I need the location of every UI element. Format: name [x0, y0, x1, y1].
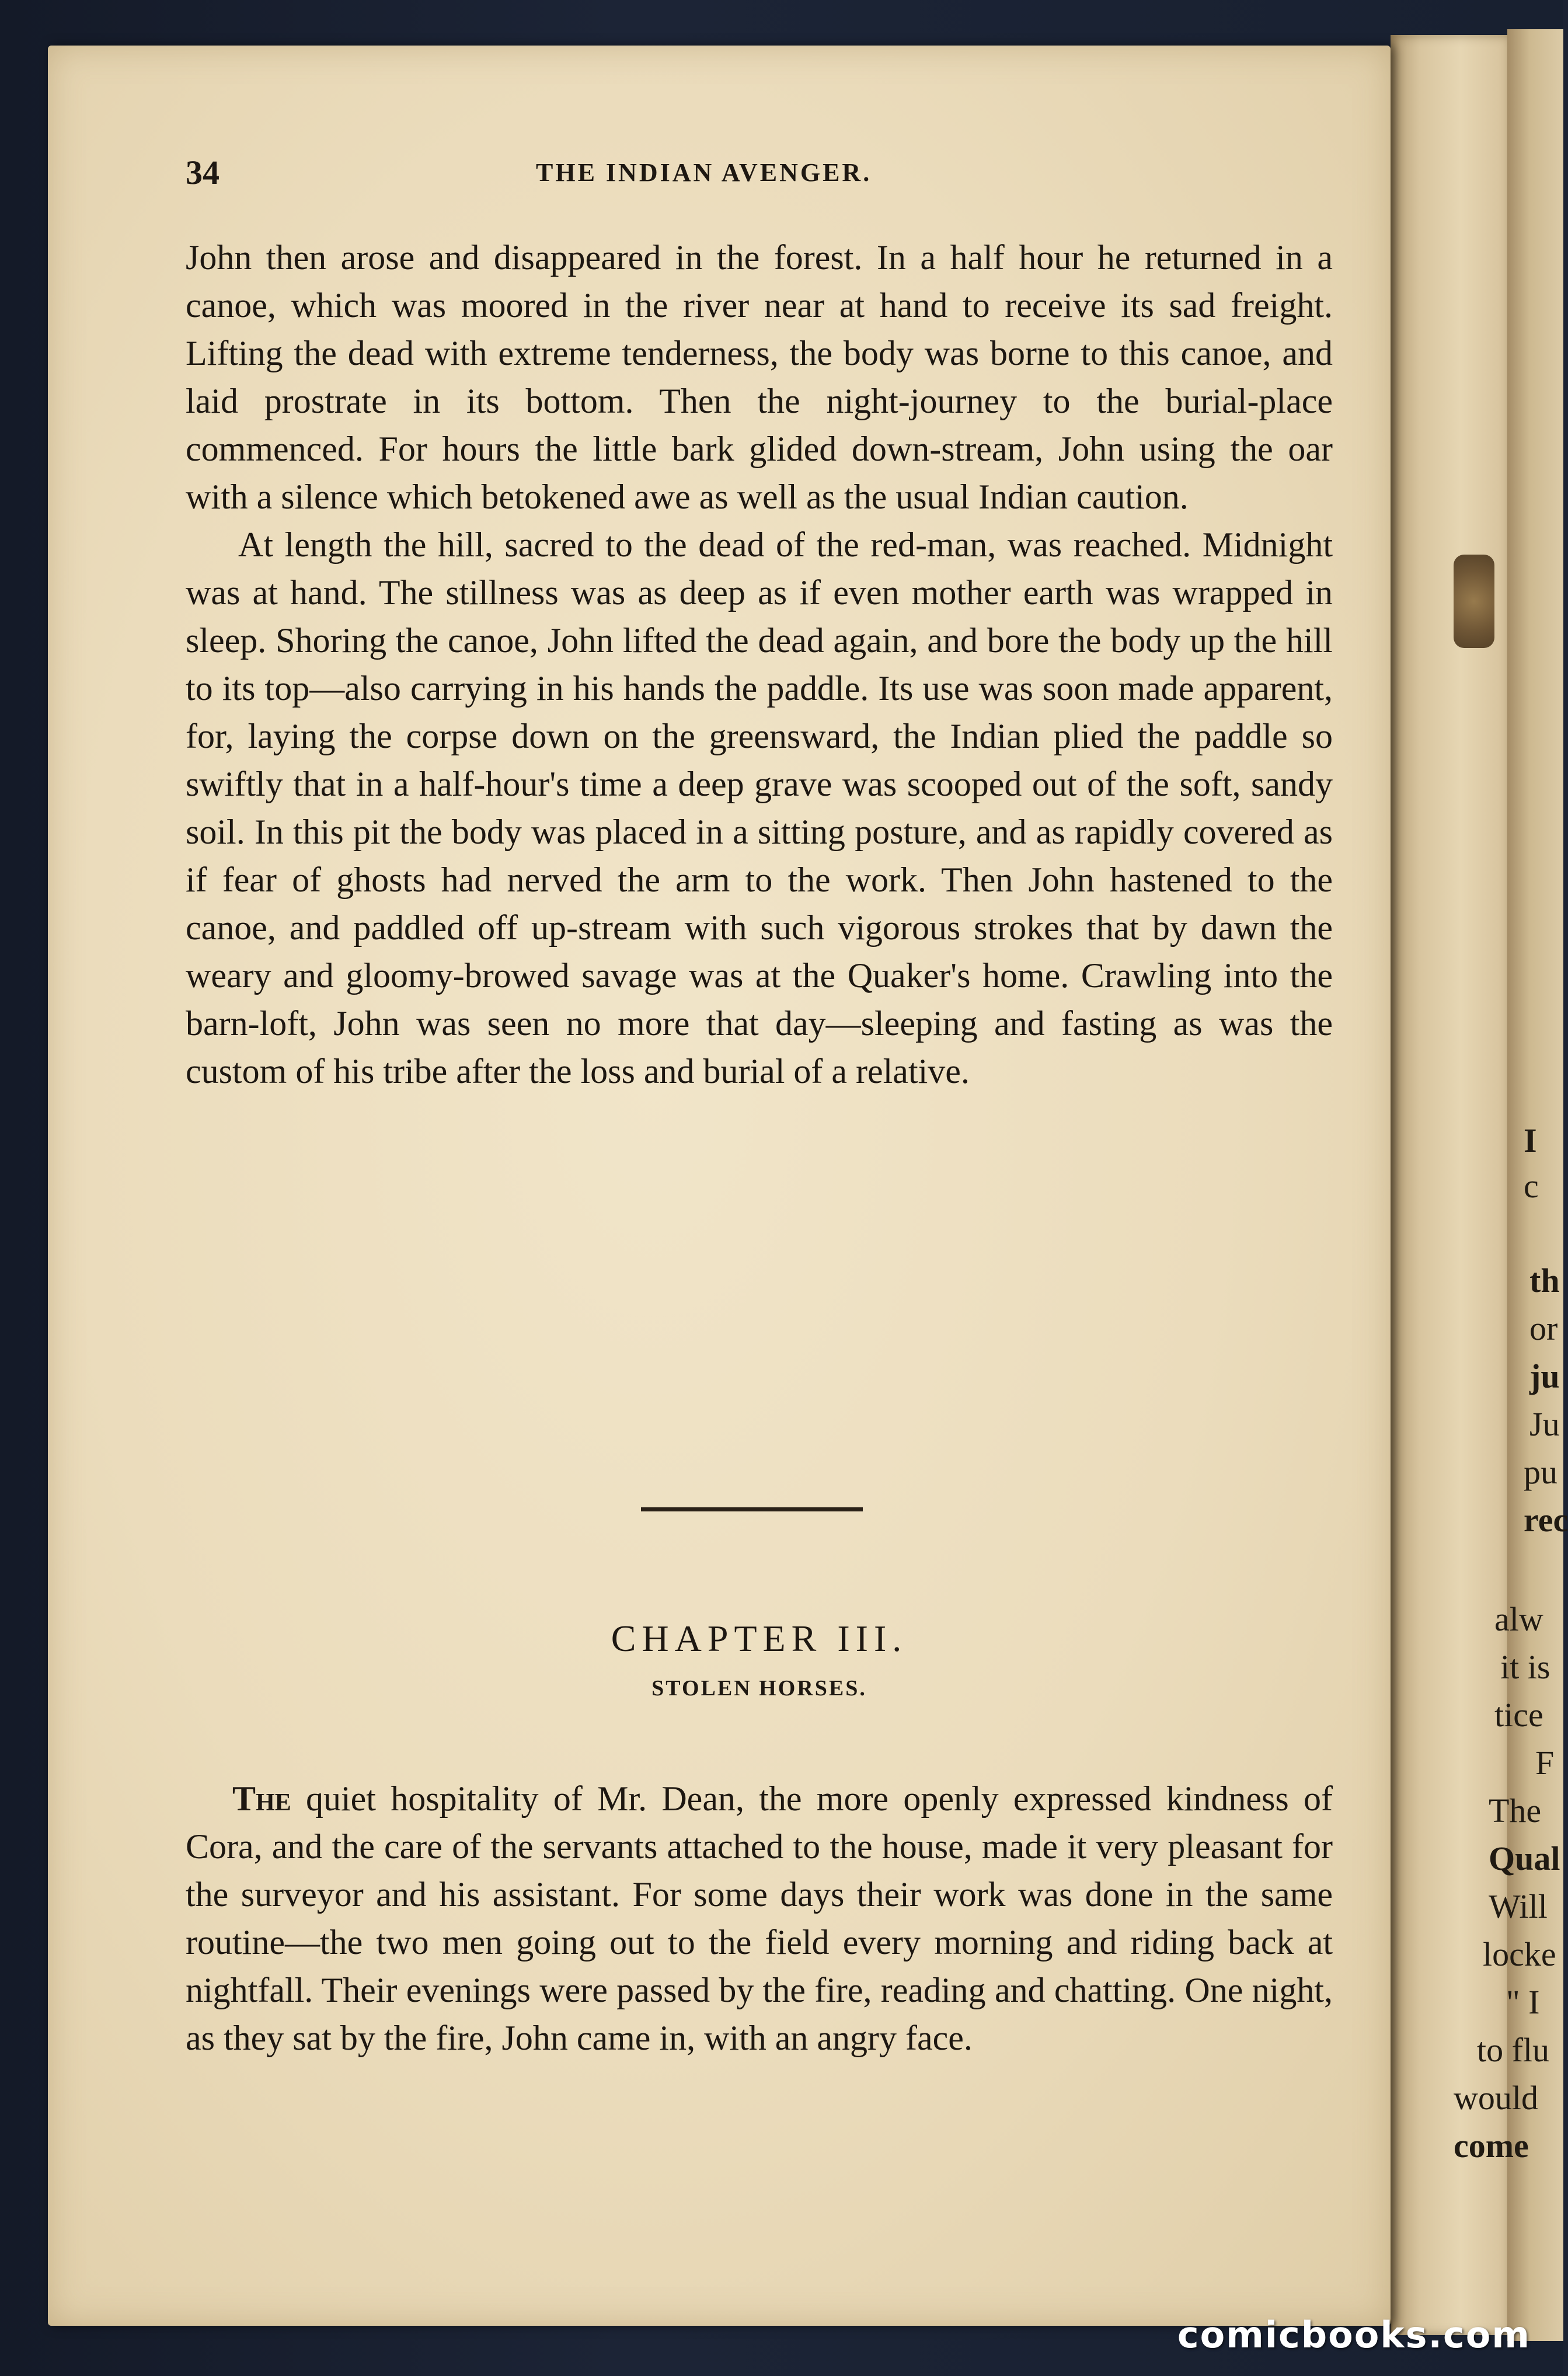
facing-page-fragment: locke — [1483, 1935, 1556, 1973]
facing-page-fragment: ju — [1529, 1357, 1560, 1395]
chapter-subtitle: STOLEN HORSES. — [651, 1676, 867, 1701]
facing-page-fragment: to flu — [1477, 2031, 1550, 2069]
facing-page-fragment: tice — [1494, 1696, 1543, 1734]
facing-page-fragment: Qual — [1489, 1840, 1560, 1877]
body-paragraph: At length the hill, sacred to the dead of the red-man, was reached. Midnight was at hand. The stillness was as deep as if even mother earth was wrapped in sleep. Shoring the canoe, John lifted the dead again, and bore the body up the hill to its top—also carrying in his hands the paddle. Its use was soon made apparent, for, laying the corpse down on the greensward, the Indian plied the paddle so swiftly that in a half-hour's time a deep grave was scooped out of the soft, sandy soil. In this pit the body was placed in a sitting posture, and as rapidly covered as if fear of ghosts had nerved the arm to the work. Then John hastened to the canoe, and paddled off up-stream with such vigorous strokes that by dawn the weary and gloomy-browed savage was at the Quaker's home. Crawling into the barn-loft, John was seen no more that day—sleeping and fasting as was the custom of his tribe after the loss and burial of a relative. — [186, 525, 1333, 1091]
facing-page-fragments — [1442, 0, 1568, 2376]
section-divider — [641, 1507, 863, 1511]
chapter-paragraph — [186, 1775, 1333, 2062]
facing-page-fragment: Ju — [1529, 1405, 1560, 1443]
facing-page-fragment: " I — [1506, 1983, 1540, 2021]
facing-page-fragment: th — [1529, 1262, 1560, 1300]
facing-page-fragment: pu — [1524, 1453, 1557, 1491]
facing-page-fragment: The — [1489, 1792, 1542, 1830]
facing-page-fragment: alw — [1494, 1600, 1543, 1638]
running-head: THE INDIAN AVENGER. — [536, 158, 872, 187]
body-text — [186, 234, 1333, 1095]
body-paragraph: John then arose and disappeared in the forest. In a half hour he returned in a canoe, which was moored in the river near at hand to receive its sad freight. Lifting the dead with extreme tenderness, the body was borne to this canoe, and laid prostrate in its bottom. Then the night-journey to the burial-place commenced. For hours the little bark glided down-stream, John using the oar with a silence which betokened awe as well as the usual Indian caution. — [186, 238, 1333, 516]
facing-page-fragment: c — [1524, 1167, 1539, 1205]
facing-page-fragment: F — [1535, 1744, 1555, 1782]
page-number: 34 — [186, 154, 219, 191]
facing-page-fragment: or — [1529, 1309, 1558, 1347]
chapter-first-word: The — [232, 1779, 291, 1818]
facing-page-fragment: it is — [1500, 1648, 1550, 1686]
facing-page-fragment: would — [1454, 2079, 1538, 2117]
facing-page-fragment: rec — [1524, 1501, 1568, 1539]
chapter-text — [186, 1775, 1333, 2062]
page-header — [186, 153, 1347, 194]
chapter-title: CHAPTER III. — [611, 1618, 908, 1659]
facing-page-fragment: I — [1524, 1121, 1537, 1159]
facing-page-fragment: Will — [1489, 1887, 1548, 1925]
site-watermark: comicbooks.com — [1177, 2314, 1531, 2356]
chapter-paragraph-text: quiet hospitality of Mr. Dean, the more openly expressed kindness of Cora, and the care of the servants attached to the house, made it very pleasant for the surveyor and his assistant. For some days their work was done in the same routine—the two men going out to the field every morning and riding back at nightfall. Their evenings were passed by the fire, reading and chatting. One night, as they sat by the fire, John came in, with an angry face. — [186, 1779, 1333, 2057]
facing-page-fragment: come — [1454, 2127, 1529, 2165]
